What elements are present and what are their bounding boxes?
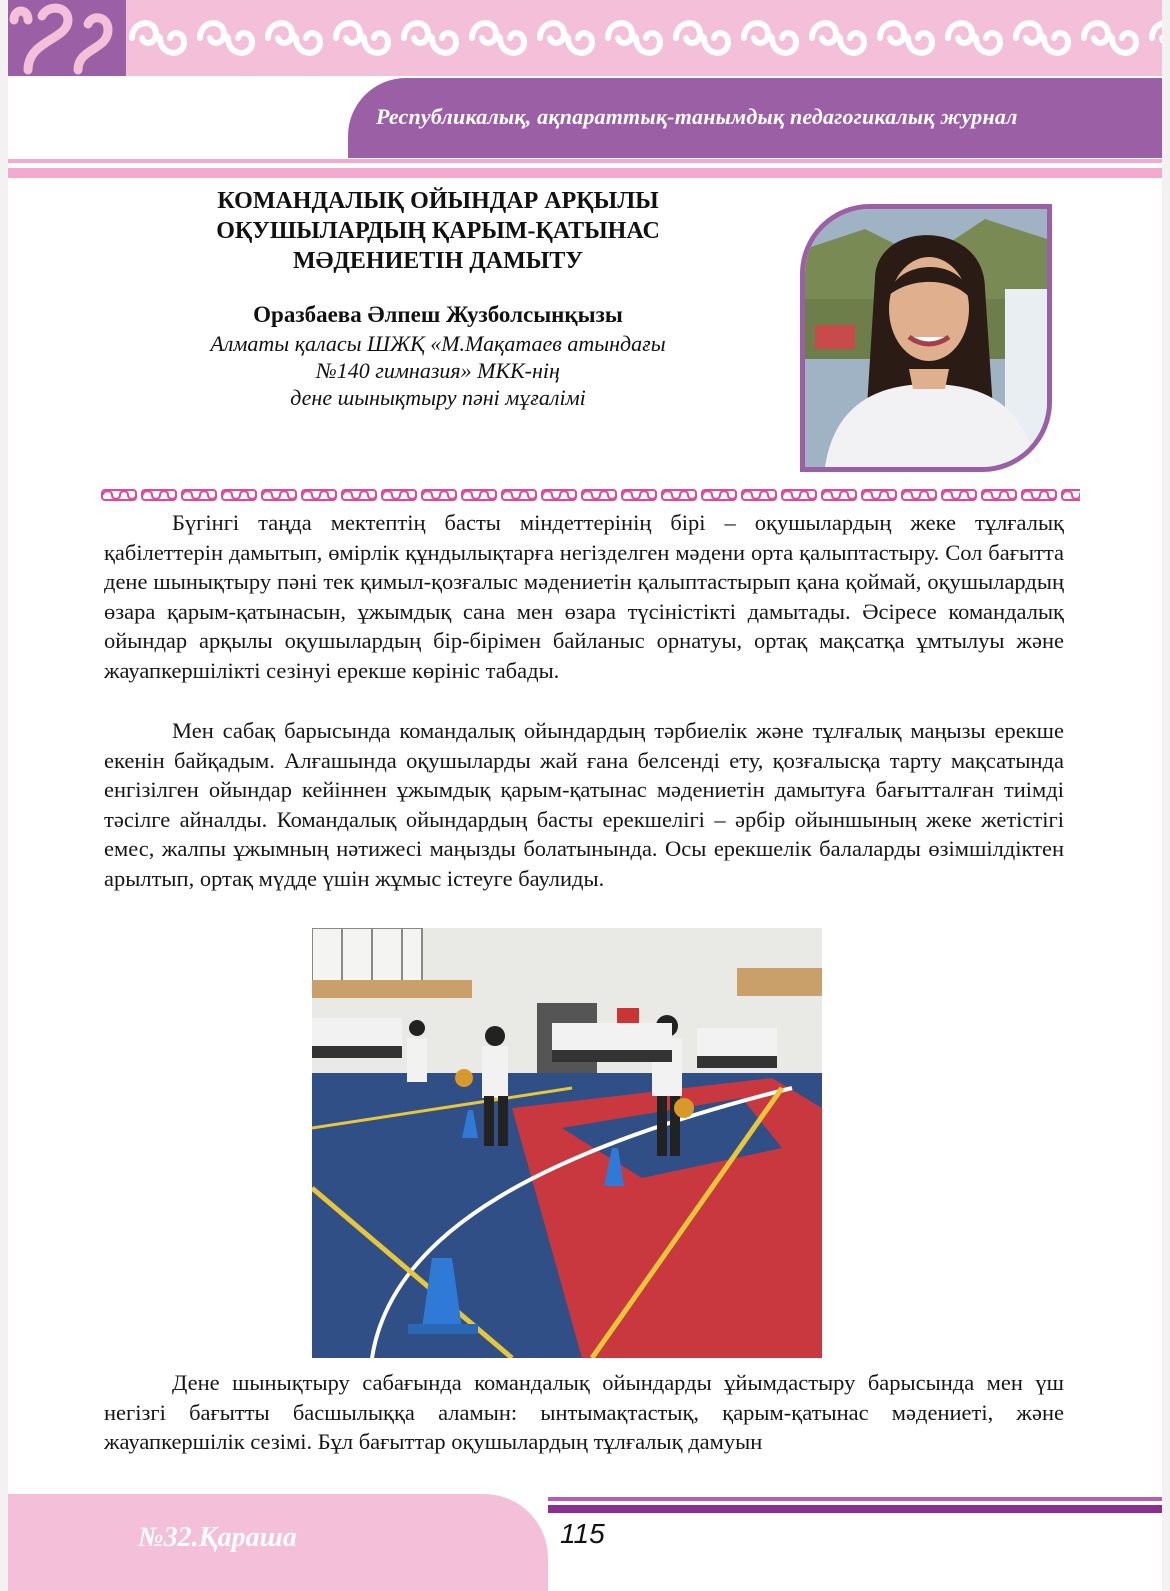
body-paragraph-3: [104, 1368, 1064, 1457]
author-affiliation: [128, 330, 748, 411]
portrait-photo: [805, 209, 1047, 467]
ornament-icon: [8, 0, 126, 76]
top-ornament-band: [8, 0, 1162, 76]
issue-label: №32.Қараша: [138, 1522, 297, 1553]
article-title: [138, 186, 738, 276]
body-paragraph-1: [104, 508, 1064, 686]
journal-title-tab: [348, 78, 1162, 158]
footer-issue-tab: [8, 1494, 548, 1591]
band-scroll-ornament: [126, 0, 1162, 76]
paragraph-text: Мен сабақ барысында командалық ойындардың тәрбиелік және тұлғалық маңызы ерекше екенін байқадым. Алғашында оқушыларды жай ғана белсенді ету, қозғалысқа тарту мақсатында енгізілген ойындар кейіннен ұжымдық қарым-қатынас мәдениетін дамытуға бағытталған тиімді тәсілге айналды. Командалық ойындардың басты ерекшелігі – әрбір ойыншының жеке жетістігі емес, жалпы ұжымның нәтижесі маңызды болатынында. Осы ерекшелік балаларды өзімшілдіктен арылтып, ортақ мүдде үшін жұмыс істеуге баулиды.: [104, 718, 1064, 891]
footer-rule: [548, 1497, 1162, 1501]
author-portrait: [800, 204, 1052, 472]
body-paragraph-2: [104, 716, 1064, 894]
footer-area: [548, 1513, 1162, 1591]
article-title-line: ОҚУШЫЛАРДЫҢ ҚАРЫМ-ҚАТЫНАС: [216, 218, 660, 244]
journal-title: Республикалық, ақпараттық-танымдық педагогикалық журнал: [376, 104, 1018, 129]
affiliation-line: дене шынықтыру пәні мұғалімі: [290, 385, 586, 410]
journal-page: [8, 0, 1162, 1591]
header-rule-thick: [8, 168, 1162, 178]
photo-illustration: [312, 928, 822, 1358]
affiliation-line: №140 гимназия» МКК-нің: [316, 358, 560, 383]
corner-ornament: [8, 0, 126, 76]
affiliation-line: Алматы қаласы ШЖҚ «М.Мақатаев атындағы: [210, 331, 666, 356]
article-title-line: МӘДЕНИЕТІН ДАМЫТУ: [293, 248, 583, 274]
gym-lesson-photo: [312, 928, 822, 1358]
paragraph-text: Бүгінгі таңда мектептің басты міндеттерінің бірі – оқушылардың жеке тұлғалық қабілеттерін дамытып, өмірлік құндылықтарға негізделген мәдени орта қалыптастыру. Сол бағытта дене шынықтыру пәні тек қимыл-қозғалыс мәдениетін қалыптастырып қана қоймай, оқушылардың өзара қарым-қатынасын, ұжымдық сана мен өзара түсіністікті дамытады. Әсіресе командалық ойындар арқылы оқушылардың бір-бірімен байланыс орнатуы, ортақ мақсатқа ұмтылуы және жауапкершілікті сезінуі ерекше көрініс табады.: [104, 510, 1064, 683]
page-number: 115: [560, 1518, 605, 1549]
footer-rule-thick: [548, 1505, 1162, 1513]
article-title-line: КОМАНДАЛЫҚ ОЙЫНДАР АРҚЫЛЫ: [217, 188, 659, 214]
author-name: Оразбаева Әлпеш Жузболсынқызы: [253, 302, 623, 327]
header-rule: [8, 159, 1162, 163]
paragraph-text: Дене шынықтыру сабағында командалық ойындарды ұйымдастыру барысында мен үш негізгі бағытты басшылыққа аламын: ынтымақтастық, қарым-қатынас мәдениеті, және жауапкершілік сезімі. Бұл бағыттар оқушылардың тұлғалық дамуын: [104, 1370, 1064, 1455]
ornament-divider: [100, 488, 1080, 502]
